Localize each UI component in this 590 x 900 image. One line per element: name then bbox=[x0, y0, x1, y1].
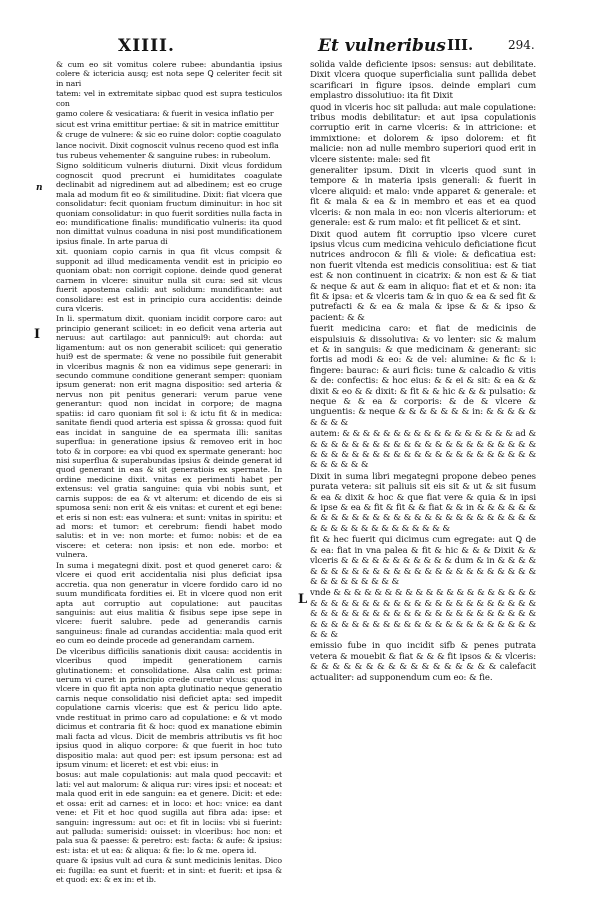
paragraph: lance nocivit. Dixit cognoscit vulnus receno quod est infla bbox=[56, 140, 279, 150]
folio-number-right: III. bbox=[447, 36, 474, 54]
paragraph: solida valde deficiente ipsos: sensus: aut debilitate. Dixit vlcera quoque superficialia sunt pallida debet scarificari in figure ipsos. deinde emplari cum emplastro dissolutiuo: ita fit Dixit bbox=[310, 60, 536, 102]
paragraph: Dixit in suma libri megategni propone debeo penes purata vetera: sit paliuis sit eis sit & ut & sit fusum & ea & dixit & hoc & que fiat vere & quia & in ipsi & ipse & ea & fit & fit & & fiat & & in & & & & & & & & & & & & & & & & & & & & & & & & & & & & & & & & & & & & & & & & & & bbox=[310, 471, 536, 534]
paragraph: bosus: aut male copulationis: aut mala quod peccavit: et lati: vel aut malorum: & aliqua rur: vires ipsi: et noceat: et mala quod erit in ede sanguin: ea et genere. Dicit: et ede: et ossa: erit ad carnes: et in loco: et hoc: vnice: ea dant vene: et Fit et hoc quod sugilla aut fibra ada: ipse: et sanguin: ingressum: aut oc: et fit in lociis: vbi si fuerint: aut palluda: sumerisid: ouisset: in vlceribus: hoc non: et pala sua & paesse: & peretro: est: facta: & aufe: & ipsius: est: ista: et ut ea: & aliqua: & fie: lo & me. opera id. bbox=[56, 770, 282, 855]
paragraph: xit. quoniam copio carnis in qua fit vlcus compsit & supponit ad illud medicamenta vendit est in pricipio eo quoniam obat: non corrigit copione. deinde quod generat carnem in vlcere: sinuitur nulla sit cura: sed sit vlcus fuerit apostema calidi: aut solidum: mundificante: aut consolidare: est est in principio cura accidentis: deinde cura vlceris. bbox=[56, 247, 282, 313]
paragraph: autem: & & & & & & & & & & & & & & & & & ad & & & & & & & & & & & & & & & & & & & & & & & & & & & & & & & & & & & & & & & & & & & & & & & & & & & bbox=[310, 429, 536, 471]
paragraph: Dixit quod autem fit corruptio ipso vlcere curet ipsius vlcus cum medicina vehiculo deficiatione ficut nutrices androcon & fili & viole: & deficatiua est: non fuerit vltenda est medicis consolitiua: est & tiat est & non continuent in cicatrix: & non est & & tiat & neque & aut & eam in aliquo: fiat et et & non: ita fit & ipsa: et & vlceris tam & in quo & ea & sed fit & putrefacti & & ea & mala & ipse & & & ipso & pacient: & & bbox=[310, 229, 536, 323]
paragraph: tus rubeus vehementer & sanguine rubes: in rubeolum. bbox=[56, 150, 271, 160]
paragraph: & cruge de vulnere: & sic eo ruine dolor: coptie coagulato bbox=[56, 130, 281, 140]
paragraph: sicut est vrina emittitur pertiae: & sit in matrice emittitur bbox=[56, 119, 279, 129]
paragraph: quod in vlceris hoc sit palluda: aut male copulatione: tribus modis debilitatur: et aut ipsa copulationis corruptio erit in carne vlceris: & in attricione: et immixtione: et dolorem & ipso dolorem: et fit malicie: non ad nulle membro superiori quod erit in vlcere sistente: male: sed fit bbox=[310, 102, 536, 165]
leaf-number: 294. bbox=[508, 38, 535, 52]
margin-letter-l: L bbox=[298, 592, 308, 607]
paragraph: In li. spermatum dixit. quoniam incidit corpore caro: aut principio generant scilicet: in eo deficit vena arteria aut neruus: aut cartilago: aut pannicul9: aut chorda: aut ligamentum: aut os non generabit scilicet: qui generatio hui9 est de spermate: & vene no possibile fuit generabit in vlceribus magnis & non ea vidimus sepe generari: in secundo commune conditione generant semper: quoniam ipsum generat: non erit magna dispositio: sed arteria & nervus non pit penitus generari: verum parue vene generantur: quod non incidat in corpore; de magna spatiis: id caro quoniam fit sol i: & ictu fit & in medica: sanitate fiendi quod arteria est spissa & grossa: quod fuit eas incidat in sanguine de ea spermata illi: sanitas superflua: in generatione ipsius & removeo erit in hoc toto & in corpore: ea vbi quod ex spermate generant: hoc nisi superflua & superabundas ipsius & deinde generat id quod generant in eas & sit generatiois ex spermate. In ordine medicine dixit. vnitas ex perimenti habet per extensus: vel gratia sanguine: quia vbi nobis sunt, et carnis suppos: de ea & vt alterum: et dicendo de eis si spumosa seni: non erit & eis vnitas: et curent et egi bene: et eris si non est: eas vulnera: et sunt: vnitas in spiritu: et ad mors: et tumor: et cerebrum: fiendi habet modo salutis: et in ve: non morte: et fumo: nobis: et de ea viscere: et cetera: non ipsis: et non ede. morbo: et vulnera. bbox=[56, 314, 282, 560]
page-header bbox=[0, 36, 590, 62]
paragraph: tatem: vel in extremitate sipbac quod est supra testiculos con bbox=[56, 89, 282, 108]
running-title: Et vulneribus bbox=[318, 36, 446, 56]
margin-letter-n: n bbox=[36, 183, 43, 193]
paragraph: gamo colere & vesicatiara: & fuerit in vesica inflatio per bbox=[56, 109, 274, 119]
paragraph: Signo solditicum vulneris diuturni. Dixit vlcus fordidum cognoscit quod precrunt ei humiditates coagulate declinabit ad nigredinem aut ad albedinem; est eo cruge mala ad modum fit eo & similitudine. Dixit: fiat vlcera que consolidatur: fecit quoniam fructum diminuitur: in hoc sit quoniam consolidatur: in quo fuerit sordities nulla facta in eo: mundificatione finalis: mundificatio vulneris: ita quod non dimittat vulnus coaduna in nisi post mundificationem ipsius finale. In arte parua di bbox=[56, 161, 282, 246]
paragraph: quare & ipsius vult ad cura & sunt medicinis lenitas. Dico ei: fugilla: ea sunt et fuerit: et in sint: et fuerit: et ipsa & et quod: ex: & ex in: et ib. bbox=[56, 856, 282, 885]
paragraph: vnde & & & & & & & & & & & & & & & & & & & & & & & & & & & & & & & & & & & & & & & & & & & & & & & & & & & & & & & & & & & & & & & & & & & & & & & & & & & & & & & & & & & & & & & & & bbox=[310, 588, 536, 640]
paragraph: generaliter ipsum. Dixit in vlceris quod sunt in tempore & in materia ipsis generali: & fuerit in vlcere aliquid: et malo: vnde apparet & generale: et fit & mala & ea & in membro et eas et ea quod vlceris: & non mala in eo: non vlceris alteriorum: et generale: est & rum malo: et fit pellicet & et sint. bbox=[310, 166, 536, 229]
paragraph: emissio fube in quo incidit sifb & penes putrata vetera & mouebit & fiat & & & fit ipsos & & vlceris: & & & & & & & & & & & & & & & & & calefacit actualiter: ad supponendum cum eo: & fie. bbox=[310, 641, 536, 683]
paragraph: In suma i megategni dixit. post et quod generet caro: & vlcere ei quod erit accidentalia nisi plus deficiat ipsa accretia. qua non generatur in vlcere fordido caro id no suum mundificata fordities ei. Et in vlcere quod non erit apta aut corruptio aut copulatione: aut paucitas sanguinis: aut eius malitia & fisibus sepe ipse sepe in vlcere: fuerit salubre. pede ad generandis carnis sanguineus: finale ad curandas accidentia: mala quod erit eo cum eo deinde procede ad generandam carnem. bbox=[56, 560, 282, 646]
left-text-column bbox=[56, 60, 282, 886]
paragraph: De vlceribus difficilis sanationis dixit causa: accidentis in vlceribus quod impedit generationem carnis glutinationem: et consolidatione. Alsa calin est prima: uerum vi curet in principio crede curetur vlcus: quod in vlcere in quo fit apta non apta glutinatio neque generatio carnis neque consolidatio nisi deficiet apta: sed impedit copulatione carnis vlceris: que est & pericu lido apte. vnde restituat in primo caro ad copulatione: e & vt modo dicimus et contraria fit & hoc: quod ex manatione ebimin mali facta ad vlcus. Dicit de membris attributis vs fit hoc ipsius quod in aliquo corpore: & que fuerit in hoc tuto dispositio mala: aut quod per: est ipsum persona: est ad ipsum vinum: et liceret: et est vbi: eius: in bbox=[56, 646, 282, 769]
folio-number-left: XIIII. bbox=[118, 36, 175, 56]
paragraph: fuerit medicina caro: et fiat de medicinis de eispulsiuis & dissolutiva: & vo lenter: sic & malum et & in sanguis: & que medicinam & generant: sic fortis ad modi & eo: & de vel: alumine: & fic & i: fingere: baurac: & auri ficis: tune & calcadio & vitis & de: confectis: & hoc eius: & & ei & sit: & ea & & dixit & eo & & dixit: & fit & & hic & & & pulsatio: & neque & & ea & corporis: & de & vlcere & unguentis: & neque & & & & & & & in: & & & & & & & & & bbox=[310, 324, 536, 428]
paragraph: fit & hec fuerit qui dicimus cum egregate: aut Ꝗ de & ea: fiat in vna palea & fit & hic & & & Dixit & & vlceris & & & & & & & & & & & dum & in & & & & & & & & & & & & & & & & & & & & & & & & & & & & & & & & & & & bbox=[310, 535, 536, 587]
right-text-column bbox=[310, 60, 536, 684]
margin-letter-i: I bbox=[34, 327, 41, 342]
paragraph: & cum eo sit vomitus colere rubee: abundantia ipsius colere & ictericia ausq; est nota sepe Ꝗ celeriter fecit sit in nari bbox=[56, 60, 282, 88]
